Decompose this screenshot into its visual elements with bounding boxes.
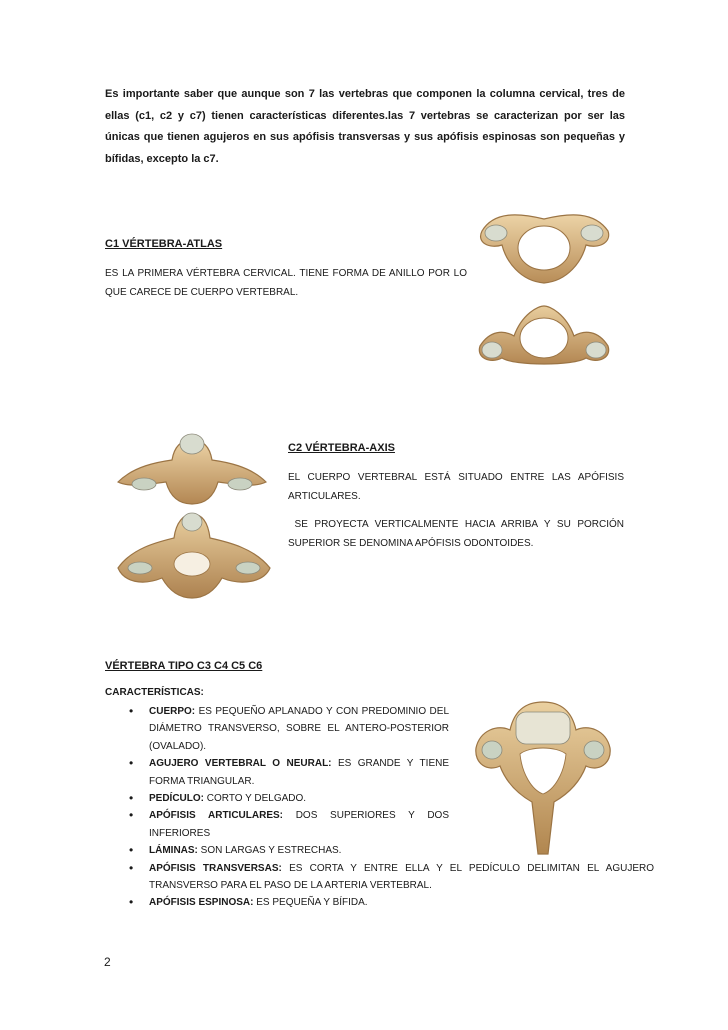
axis-heading: C2 VÉRTEBRA-AXIS [288, 442, 395, 454]
axis-text-1: EL CUERPO VERTEBRAL ESTÁ SITUADO ENTRE LAS APÓFISIS ARTICULARES. [288, 472, 624, 502]
atlas-text: ES LA PRIMERA VÉRTEBRA CERVICAL. TIENE FORMA DE ANILLO POR LO QUE CARECE DE CUERPO VERTEBRAL. [105, 268, 467, 298]
intro-paragraph: Es importante saber que aunque son 7 las vertebras que componen la columna cervical, tres de ellas (c1, c2 y c7) tienen características diferentes.las 7 vertebras se caracterizan por ser las únicas que tienen agujeros en sus apófisis transversas y sus apófisis espinosas son pequeñas y bífidas, excepto la c7. [105, 88, 625, 165]
list-item: • APÓFISIS ESPINOSA: ES PEQUEÑA Y BÍFIDA. [105, 894, 449, 911]
atlas-heading: C1 VÉRTEBRA-ATLAS [105, 238, 223, 250]
tipo-heading: VÉRTEBRA TIPO C3 C4 C5 C6 [105, 660, 263, 672]
axis-text-2: SE PROYECTA VERTICALMENTE HACIA ARRIBA Y SU PORCIÓN SUPERIOR SE DENOMINA APÓFISIS ODONTOIDES. [288, 519, 627, 549]
axis-front-image [114, 426, 270, 508]
list-item: • APÓFISIS TRANSVERSAS: ES CORTA Y ENTRE ELLA Y EL PEDÍCULO DELIMITAN EL AGUJERO TRANSVERSO PARA EL PASO DE LA ARTERIA VERTEBRAL. [105, 860, 654, 895]
typical-vertebra-image [470, 694, 616, 858]
atlas-inferior-image [474, 300, 614, 380]
features-list [105, 703, 657, 912]
tipo-subtitle: CARACTERÍSTICAS: [105, 687, 204, 698]
list-item: • LÁMINAS: SON LARGAS Y ESTRECHAS. [105, 842, 449, 859]
list-item: • APÓFISIS ARTICULARES: DOS SUPERIORES Y DOS INFERIORES [105, 807, 449, 842]
axis-oblique-image [114, 508, 274, 600]
list-item: • CUERPO: ES PEQUEÑO APLANADO Y CON PREDOMINIO DEL DIÁMETRO TRANSVERSO, SOBRE EL ANTERO-POSTERIOR (OVALADO). [105, 703, 449, 755]
atlas-superior-image [474, 203, 614, 287]
list-item: • AGUJERO VERTEBRAL O NEURAL: ES GRANDE Y TIENE FORMA TRIANGULAR. [105, 755, 449, 790]
page-number: 2 [104, 955, 111, 969]
list-item: • PEDÍCULO: CORTO Y DELGADO. [105, 790, 449, 807]
